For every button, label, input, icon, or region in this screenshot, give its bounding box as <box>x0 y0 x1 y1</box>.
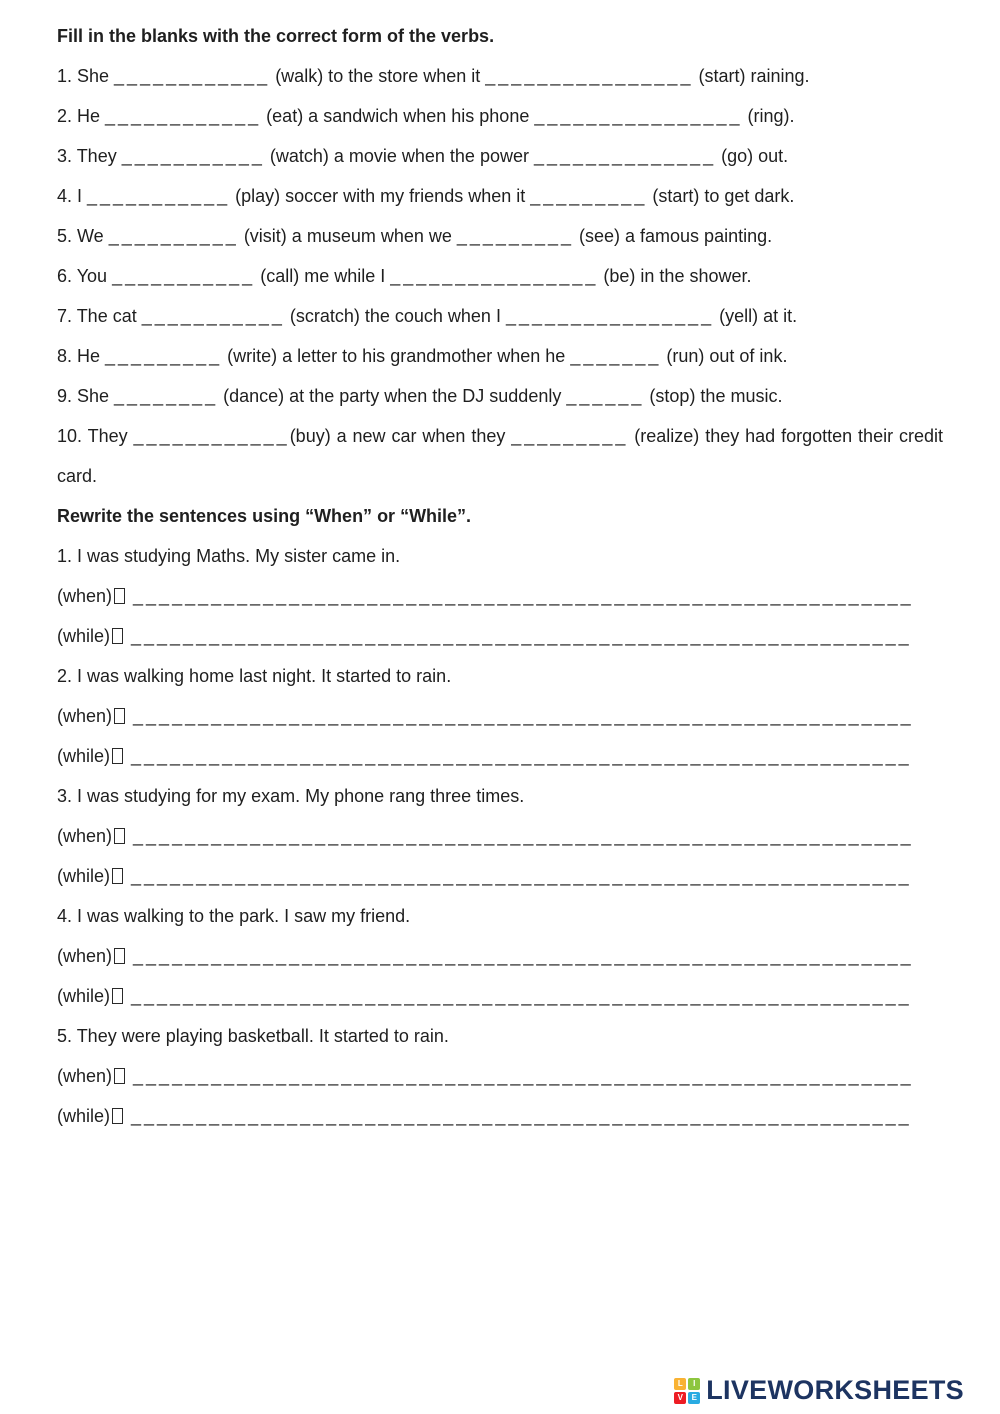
sentence-text: 10. They <box>57 426 134 446</box>
answer-blank[interactable]: ____________ <box>114 66 271 86</box>
fill-in-sentence <box>57 216 943 256</box>
rewrite-answer-line <box>57 616 943 656</box>
sentence-text: (visit) a museum when we <box>238 226 457 246</box>
sentence-text: 1. She <box>57 66 115 86</box>
answer-blank[interactable]: ____________ <box>133 426 290 446</box>
fill-in-sentence <box>57 96 943 136</box>
answer-line-label: (when) <box>57 586 113 606</box>
logo-tile-e: E <box>688 1392 700 1404</box>
sentence-text: (realize) they had forgotten their credit card. <box>57 426 944 486</box>
rewrite-prompt: 3. I was studying for my exam. My phone rang three times. <box>57 786 525 806</box>
answer-blank[interactable]: ____________________________________________________________ <box>133 1066 914 1086</box>
sentence-text: (eat) a sandwich when his phone <box>261 106 535 126</box>
fill-in-sentence <box>57 176 943 216</box>
answer-blank[interactable]: _________ <box>105 346 223 366</box>
sentence-text: (write) a letter to his grandmother when he <box>222 346 571 366</box>
sentence-text: 5. We <box>57 226 109 246</box>
rewrite-prompt: 5. They were playing basketball. It started to rain. <box>57 1026 449 1046</box>
answer-blank[interactable]: ________________ <box>485 66 694 86</box>
fill-in-sentence <box>57 136 943 176</box>
fill-in-exercise-list <box>57 56 943 496</box>
sentence-text: (run) out of ink. <box>661 346 788 366</box>
answer-line-label: (while) <box>57 986 111 1006</box>
section1-title: Fill in the blanks with the correct form of the verbs. <box>57 26 495 46</box>
answer-line-label: (when) <box>57 706 113 726</box>
sentence-text: 4. I <box>57 186 88 206</box>
answer-blank[interactable]: ______ <box>566 386 645 406</box>
answer-blank[interactable]: ____________________________________________________________ <box>133 826 914 846</box>
rewrite-prompt: 1. I was studying Maths. My sister came in. <box>57 546 401 566</box>
fill-in-sentence <box>57 336 943 376</box>
sentence-text: (start) to get dark. <box>647 186 795 206</box>
fill-in-sentence <box>57 256 943 296</box>
fill-in-sentence <box>57 56 943 96</box>
answer-blank[interactable]: __________ <box>108 226 239 246</box>
sentence-text: 2. He <box>57 106 106 126</box>
answer-blank[interactable]: _________ <box>456 226 574 246</box>
rewrite-answer-line <box>57 1056 943 1096</box>
sentence-text: (go) out. <box>716 146 789 166</box>
sentence-text: (scratch) the couch when I <box>284 306 506 326</box>
missing-glyph-box <box>112 628 123 644</box>
sentence-text: (call) me while I <box>255 266 391 286</box>
answer-line-label: (when) <box>57 1066 113 1086</box>
answer-blank[interactable]: ____________________________________________________________ <box>133 706 914 726</box>
missing-glyph-box <box>114 948 125 964</box>
rewrite-answer-line <box>57 856 943 896</box>
sentence-text: (stop) the music. <box>644 386 783 406</box>
answer-blank[interactable]: ____________________________________________________________ <box>131 1106 912 1126</box>
missing-glyph-box <box>112 1108 123 1124</box>
logo-tile-v: V <box>674 1392 686 1404</box>
answer-blank[interactable]: _______ <box>570 346 662 366</box>
answer-line-label: (while) <box>57 746 111 766</box>
liveworksheets-logo-icon <box>674 1378 700 1404</box>
sentence-text: (start) raining. <box>693 66 810 86</box>
answer-blank[interactable]: _________ <box>511 426 629 446</box>
sentence-text: (yell) at it. <box>714 306 798 326</box>
sentence-text: (see) a famous painting. <box>574 226 773 246</box>
sentence-text: 6. You <box>57 266 113 286</box>
answer-blank[interactable]: _________ <box>530 186 648 206</box>
answer-blank[interactable]: ___________ <box>141 306 285 326</box>
fill-in-sentence <box>57 296 943 336</box>
missing-glyph-box <box>114 828 125 844</box>
brand-wordmark: LIVEWORKSHEETS <box>706 1375 964 1405</box>
sentence-text: (play) soccer with my friends when it <box>230 186 531 206</box>
missing-glyph-box <box>114 588 125 604</box>
answer-blank[interactable]: ____________________________________________________________ <box>131 986 912 1006</box>
answer-blank[interactable]: ________________ <box>534 106 743 126</box>
rewrite-answer-line <box>57 936 943 976</box>
answer-blank[interactable]: ____________________________________________________________ <box>131 746 912 766</box>
sentence-text: (be) in the shower. <box>598 266 752 286</box>
answer-line-label: (when) <box>57 826 113 846</box>
rewrite-answer-line <box>57 576 943 616</box>
missing-glyph-box <box>112 868 123 884</box>
liveworksheets-logo-link[interactable] <box>674 1375 964 1406</box>
answer-blank[interactable]: ___________ <box>121 146 265 166</box>
answer-blank[interactable]: ________________ <box>505 306 715 326</box>
answer-line-label: (while) <box>57 1106 111 1126</box>
answer-blank[interactable]: ___________ <box>112 266 256 286</box>
rewrite-answer-line <box>57 816 943 856</box>
answer-blank[interactable]: ____________________________________________________________ <box>131 626 912 646</box>
answer-blank[interactable]: ____________ <box>105 106 262 126</box>
missing-glyph-box <box>112 988 123 1004</box>
logo-tile-l: L <box>674 1378 686 1390</box>
sentence-text: (walk) to the store when it <box>270 66 486 86</box>
sentence-text: 8. He <box>57 346 106 366</box>
missing-glyph-box <box>114 1068 125 1084</box>
sentence-text: 3. They <box>57 146 122 166</box>
sentence-text: 7. The cat <box>57 306 142 326</box>
answer-blank[interactable]: ________________ <box>390 266 599 286</box>
sentence-text: (watch) a movie when the power <box>264 146 534 166</box>
logo-tile-i: I <box>688 1378 700 1390</box>
rewrite-answer-line <box>57 696 943 736</box>
sentence-text: (ring). <box>742 106 795 126</box>
sentence-text: (dance) at the party when the DJ suddenly <box>218 386 567 406</box>
answer-blank[interactable]: ________ <box>114 386 219 406</box>
missing-glyph-box <box>112 748 123 764</box>
rewrite-prompt: 4. I was walking to the park. I saw my friend. <box>57 906 411 926</box>
answer-line-label: (when) <box>57 946 113 966</box>
fill-in-sentence <box>57 416 943 496</box>
section2-title: Rewrite the sentences using “When” or “While”. <box>57 506 472 526</box>
rewrite-prompt: 2. I was walking home last night. It started to rain. <box>57 666 452 686</box>
missing-glyph-box <box>114 708 125 724</box>
answer-line-label: (while) <box>57 626 111 646</box>
answer-line-label: (while) <box>57 866 111 886</box>
answer-blank[interactable]: ____________________________________________________________ <box>131 866 912 886</box>
answer-blank[interactable]: ____________________________________________________________ <box>133 946 914 966</box>
rewrite-exercise-list <box>57 536 943 1136</box>
answer-blank[interactable]: ___________ <box>87 186 231 206</box>
sentence-text: (buy) a new car when they <box>289 426 512 446</box>
rewrite-answer-line <box>57 736 943 776</box>
sentence-text: 9. She <box>57 386 115 406</box>
rewrite-answer-line <box>57 1096 943 1136</box>
fill-in-sentence <box>57 376 943 416</box>
answer-blank[interactable]: ______________ <box>533 146 717 166</box>
rewrite-answer-line <box>57 976 943 1016</box>
answer-blank[interactable]: ____________________________________________________________ <box>133 586 914 606</box>
